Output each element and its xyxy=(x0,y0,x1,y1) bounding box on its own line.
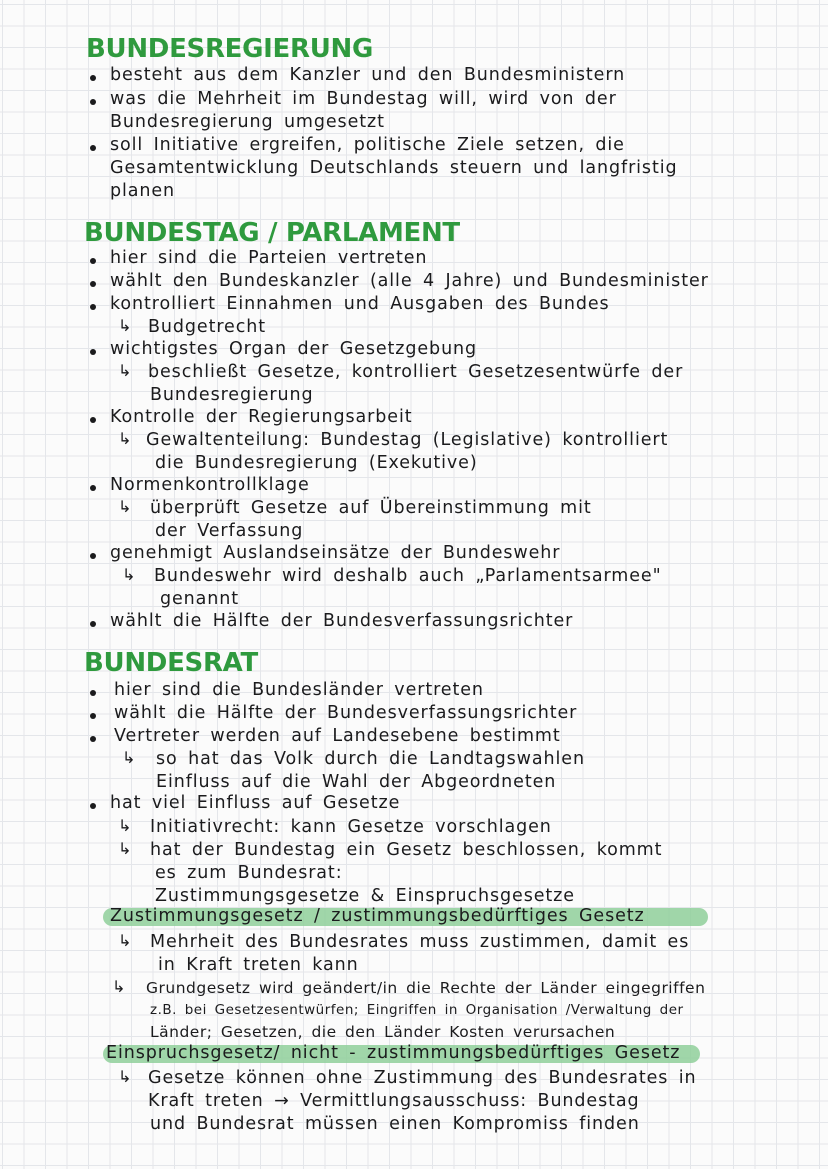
heading-bundesregierung: BUNDESREGIERUNG xyxy=(86,34,374,64)
text-line: Bundesregierung xyxy=(150,385,314,405)
bullet xyxy=(90,485,96,491)
bullet xyxy=(90,553,96,559)
arrow-icon: ↳ xyxy=(118,931,132,950)
arrow-icon: ↳ xyxy=(118,316,132,335)
arrow-icon: ↳ xyxy=(118,1067,132,1086)
arrow-icon: ↳ xyxy=(122,748,136,767)
bullet xyxy=(90,803,96,809)
text-line: Gesamtentwicklung Deutschlands steuern und langfristig xyxy=(110,158,678,178)
subheading-einspruchsgesetz: Einspruchsgesetz/ nicht - zustimmungsbedürftiges Gesetz xyxy=(106,1043,681,1063)
text-line: Mehrheit des Bundesrates muss zustimmen, damit es xyxy=(150,932,690,952)
text-line: genannt xyxy=(160,589,240,609)
bullet xyxy=(90,349,96,355)
arrow-icon: ↳ xyxy=(118,839,132,858)
text-line: es zum Bundesrat: xyxy=(155,863,343,883)
arrow-icon: ↳ xyxy=(122,565,136,584)
text-line: besteht aus dem Kanzler und den Bundesministern xyxy=(110,65,626,85)
text-line: in Kraft treten kann xyxy=(158,955,359,975)
text-line: soll Initiative ergreifen, politische Ziele setzen, die xyxy=(110,135,625,155)
text-line: wählt den Bundeskanzler (alle 4 Jahre) und Bundesminister xyxy=(110,271,709,291)
text-line: Länder; Gesetzen, die den Länder Kosten verursachen xyxy=(150,1023,616,1041)
text-line: Normenkontrollklage xyxy=(110,475,310,495)
text-line: Gesetze können ohne Zustimmung des Bundesrates in xyxy=(148,1068,697,1088)
text-line: Bundesregierung umgesetzt xyxy=(110,112,385,132)
text-line: Budgetrecht xyxy=(148,317,266,337)
bullet xyxy=(90,621,96,627)
text-line: Kraft treten → Vermittlungsausschuss: Bundestag xyxy=(148,1091,640,1111)
text-line: Bundeswehr wird deshalb auch „Parlamentsarmee" xyxy=(154,566,662,586)
text-line: überprüft Gesetze auf Übereinstimmung mit xyxy=(150,498,592,518)
text-line: Gewaltenteilung: Bundestag (Legislative) kontrolliert xyxy=(146,430,669,450)
text-line: Kontrolle der Regierungsarbeit xyxy=(110,407,413,427)
text-line: Vertreter werden auf Landesebene bestimmt xyxy=(114,726,561,746)
bullet xyxy=(90,713,96,719)
text-line: Einfluss auf die Wahl der Abgeordneten xyxy=(156,772,557,792)
heading-bundesrat: BUNDESRAT xyxy=(84,648,258,678)
text-line: z.B. bei Gesetzesentwürfen; Eingriffen in Organisation /Verwaltung der xyxy=(150,1002,684,1018)
bullet xyxy=(90,258,96,264)
bullet xyxy=(90,281,96,287)
text-line: hier sind die Parteien vertreten xyxy=(110,248,428,268)
text-line: wichtigstes Organ der Gesetzgebung xyxy=(110,339,478,359)
bullet xyxy=(90,736,96,742)
text-line: wählt die Hälfte der Bundesverfassungsrichter xyxy=(114,703,578,723)
text-line: so hat das Volk durch die Landtagswahlen xyxy=(156,749,585,769)
arrow-icon: ↳ xyxy=(118,816,132,835)
text-line: hier sind die Bundesländer vertreten xyxy=(114,680,484,700)
text-line: die Bundesregierung (Exekutive) xyxy=(155,453,478,473)
text-line: Initiativrecht: kann Gesetze vorschlagen xyxy=(150,817,552,837)
text-line: planen xyxy=(110,181,176,201)
text-line: kontrolliert Einnahmen und Ausgaben des Bundes xyxy=(110,294,610,314)
text-line: hat viel Einfluss auf Gesetze xyxy=(110,793,401,813)
bullet xyxy=(90,99,96,105)
heading-bundestag: BUNDESTAG / PARLAMENT xyxy=(84,218,460,248)
arrow-icon: ↳ xyxy=(118,429,132,448)
text-line: Zustimmungsgesetze & Einspruchsgesetze xyxy=(155,886,575,906)
subheading-zustimmungsgesetz: Zustimmungsgesetz / zustimmungsbedürftiges Gesetz xyxy=(110,906,645,926)
text-line: hat der Bundestag ein Gesetz beschlossen, kommt xyxy=(150,840,663,860)
text-line: Grundgesetz wird geändert/in die Rechte der Länder eingegriffen xyxy=(146,979,706,997)
bullet xyxy=(90,304,96,310)
text-line: beschließt Gesetze, kontrolliert Gesetzesentwürfe der xyxy=(148,362,684,382)
arrow-icon: ↳ xyxy=(118,497,132,516)
text-line: der Verfassung xyxy=(155,521,304,541)
text-line: wählt die Hälfte der Bundesverfassungsrichter xyxy=(110,611,574,631)
text-line: und Bundesrat müssen einen Kompromiss finden xyxy=(150,1114,640,1134)
arrow-icon: ↳ xyxy=(118,361,132,380)
arrow-icon: ↳ xyxy=(112,977,126,996)
bullet xyxy=(90,75,96,81)
text-line: was die Mehrheit im Bundestag will, wird von der xyxy=(110,89,617,109)
text-line: genehmigt Auslandseinsätze der Bundeswehr xyxy=(110,543,561,563)
bullet xyxy=(90,417,96,423)
bullet xyxy=(90,145,96,151)
bullet xyxy=(90,690,96,696)
